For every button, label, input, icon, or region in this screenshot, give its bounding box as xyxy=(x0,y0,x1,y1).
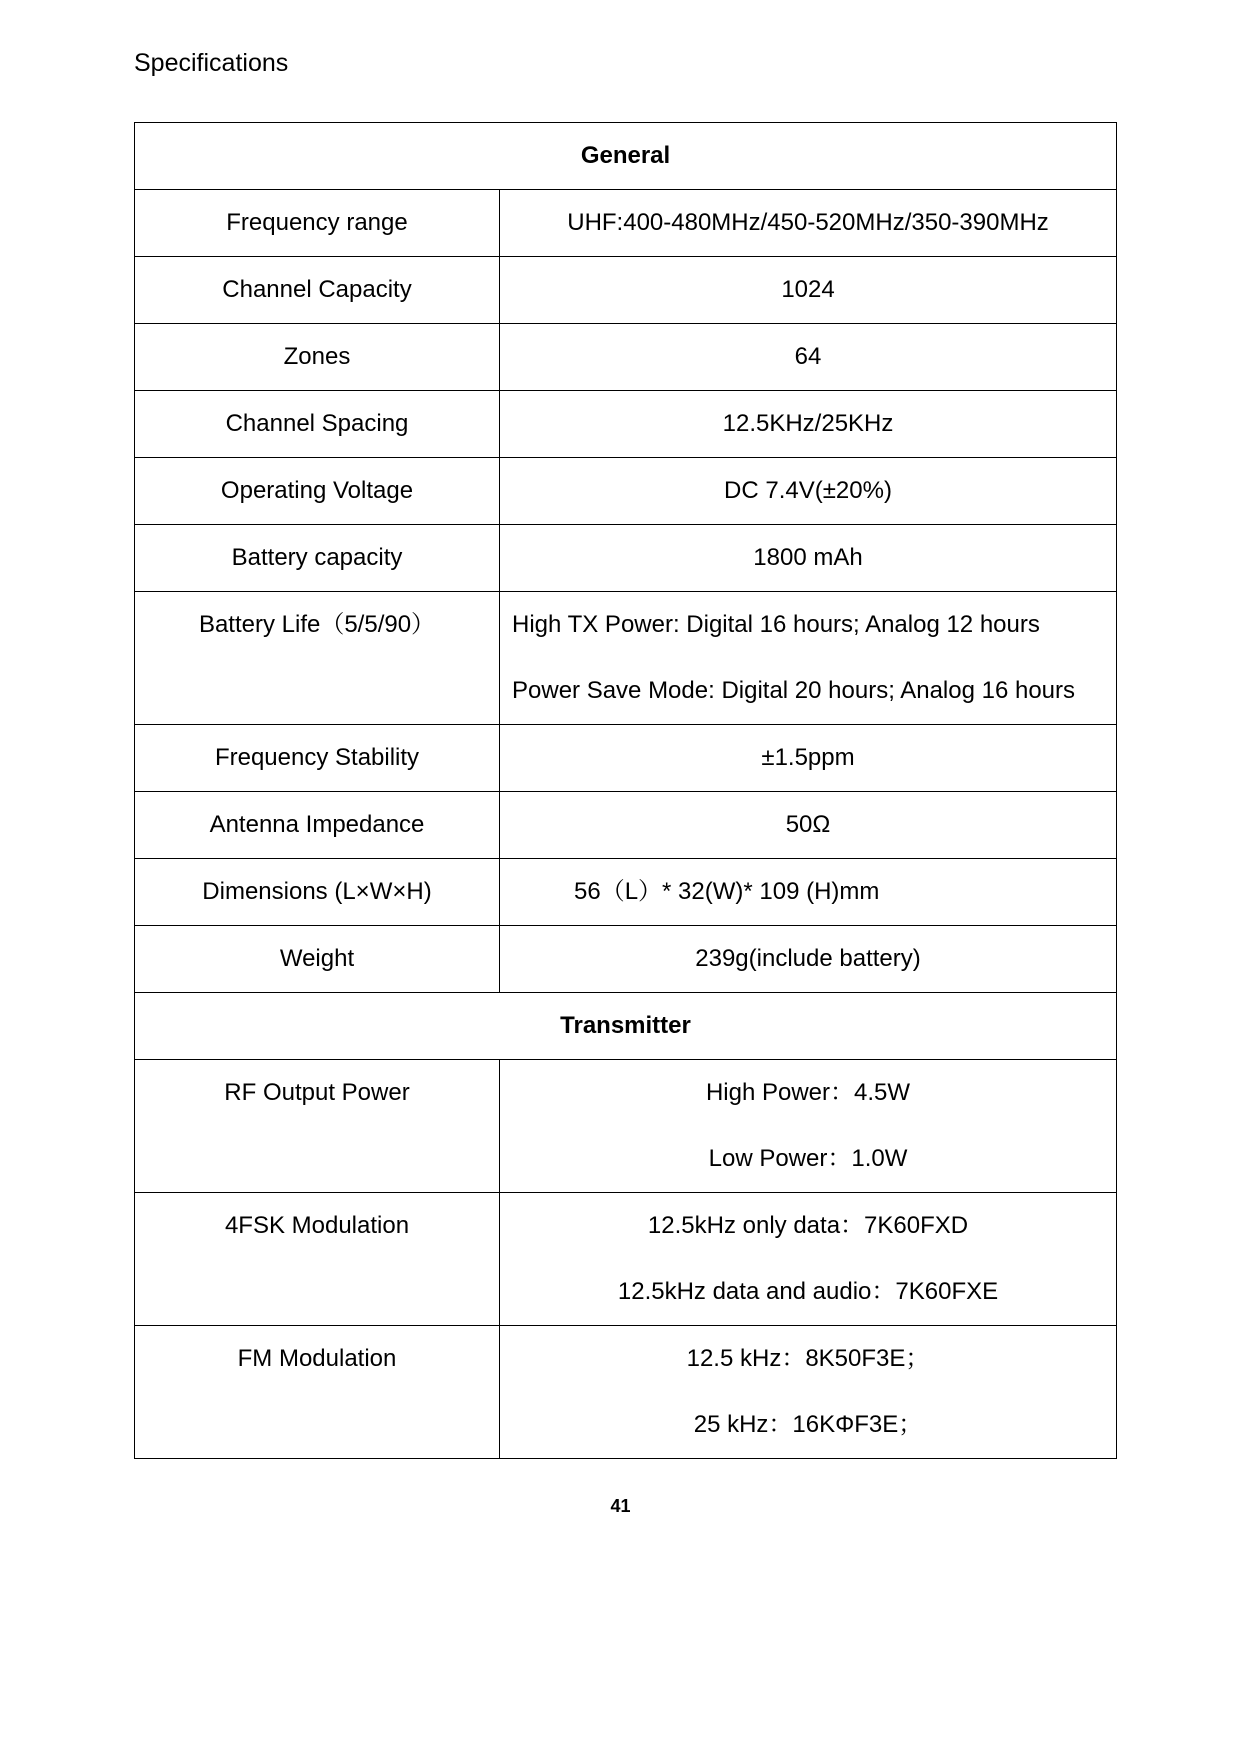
spec-value: 56（L）* 32(W)* 109 (H)mm xyxy=(500,859,1117,926)
spec-label-cell xyxy=(135,592,500,725)
spec-label-cell xyxy=(135,1060,500,1193)
spec-value: 50Ω xyxy=(500,792,1117,859)
spec-value-line: 12.5kHz only data：7K60FXD xyxy=(647,1212,969,1239)
spec-label: Antenna Impedance xyxy=(135,792,500,859)
spec-value-line: High Power：4.5W xyxy=(705,1079,911,1106)
spec-value-line: 25 kHz：16KΦF3E； xyxy=(693,1411,923,1438)
spec-label: Zones xyxy=(135,324,500,391)
spec-value-line: 12.5kHz data and audio：7K60FXE xyxy=(617,1278,999,1305)
table-row xyxy=(135,1326,1117,1459)
spec-value: ±1.5ppm xyxy=(500,725,1117,792)
spec-label: Battery Life（5/5/90） xyxy=(198,611,436,638)
table-row xyxy=(135,792,1117,859)
table-row xyxy=(135,926,1117,993)
spec-label: Channel Spacing xyxy=(135,391,500,458)
spec-label-cell xyxy=(135,1193,500,1326)
table-row xyxy=(135,458,1117,525)
section-header-general xyxy=(135,123,1117,190)
spec-label: RF Output Power xyxy=(224,1079,410,1106)
spec-value-cell xyxy=(500,1060,1117,1193)
table-row xyxy=(135,725,1117,792)
table-row xyxy=(135,592,1117,725)
spec-label: Channel Capacity xyxy=(135,257,500,324)
section-header-transmitter xyxy=(135,993,1117,1060)
spec-label: Frequency Stability xyxy=(135,725,500,792)
spec-label: FM Modulation xyxy=(237,1345,397,1372)
spec-value: 1024 xyxy=(500,257,1117,324)
spec-value: UHF:400-480MHz/450-520MHz/350-390MHz xyxy=(500,190,1117,257)
spec-value-line: Power Save Mode: Digital 20 hours; Analog 16 hours xyxy=(512,677,1076,704)
specifications-table xyxy=(134,122,1117,1459)
spec-value-cell xyxy=(500,592,1117,725)
table-row xyxy=(135,190,1117,257)
table-row xyxy=(135,859,1117,926)
spec-label: 4FSK Modulation xyxy=(224,1212,410,1239)
spec-value: 1800 mAh xyxy=(500,525,1117,592)
spec-value-line: High TX Power: Digital 16 hours; Analog 12 hours xyxy=(512,611,1040,638)
table-row xyxy=(135,1060,1117,1193)
page-number: 41 xyxy=(610,1496,631,1516)
spec-value: 64 xyxy=(500,324,1117,391)
spec-label-cell xyxy=(135,1326,500,1459)
spec-value: 12.5KHz/25KHz xyxy=(500,391,1117,458)
table-row xyxy=(135,324,1117,391)
section-title: Transmitter xyxy=(135,993,1117,1060)
spec-value-line: 12.5 kHz：8K50F3E； xyxy=(686,1345,930,1372)
table-row xyxy=(135,525,1117,592)
spec-label: Operating Voltage xyxy=(135,458,500,525)
section-title: General xyxy=(135,123,1117,190)
table-row xyxy=(135,391,1117,458)
spec-label: Weight xyxy=(135,926,500,993)
spec-label: Dimensions (L×W×H) xyxy=(135,859,500,926)
spec-value-cell xyxy=(500,1326,1117,1459)
spec-value: DC 7.4V(±20%) xyxy=(500,458,1117,525)
spec-value: 239g(include battery) xyxy=(500,926,1117,993)
table-row xyxy=(135,257,1117,324)
page-header: Specifications xyxy=(134,49,289,77)
spec-label: Battery capacity xyxy=(135,525,500,592)
spec-label: Frequency range xyxy=(135,190,500,257)
table-row xyxy=(135,1193,1117,1326)
spec-value-line: Low Power：1.0W xyxy=(708,1145,908,1172)
spec-value-cell xyxy=(500,1193,1117,1326)
